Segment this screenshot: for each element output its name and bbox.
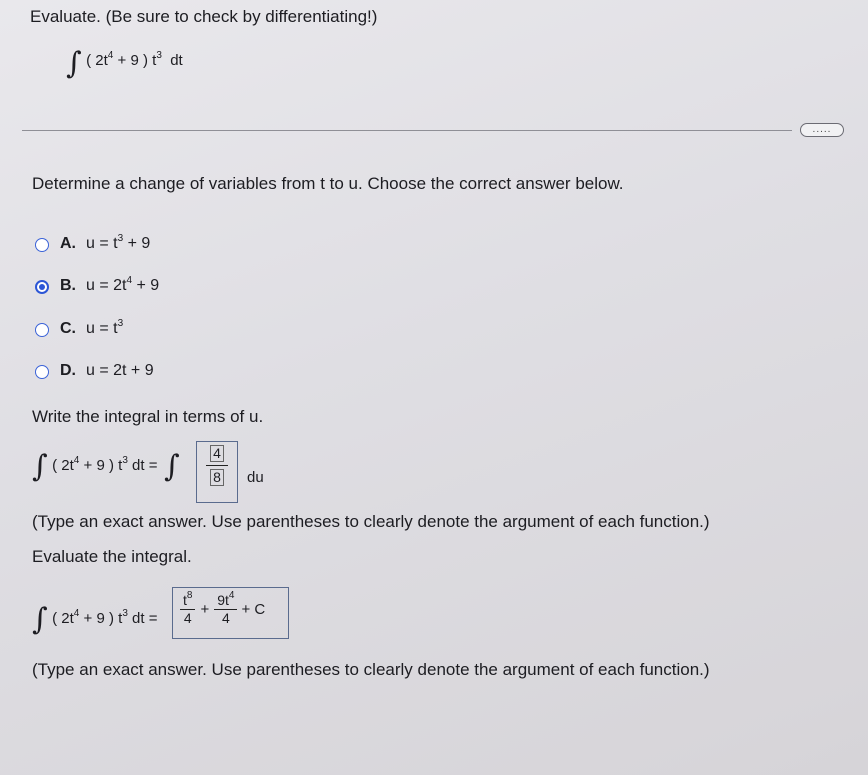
integrand-fraction [206,445,228,486]
instruction-text: Evaluate. (Be sure to check by differentiating!) [30,7,378,26]
radio-option-a[interactable] [35,238,49,252]
option-c-label[interactable]: C. $u = t^3$ [60,318,124,337]
question3-prompt: Evaluate the integral. [32,547,192,566]
radio-option-d[interactable] [35,365,49,379]
integral-u-expression: ∫ ( $2t^4 + 9$ ) $t^3$ dt = ∫ [32,449,180,484]
integral-sign-icon: ∫ [32,602,48,637]
option-d-label[interactable]: D. u = 2t + 9 [60,362,154,379]
question3-hint: (Type an exact answer. Use parentheses to clearly denote the argument of each function.) [32,660,710,679]
option-a-label[interactable]: A. $u = t^3 + 9$ [60,233,151,252]
question2-hint: (Type an exact answer. Use parentheses to clearly denote the argument of each function.) [32,512,710,531]
term1-fraction: $\frac{t^8}{4}$ [180,592,195,627]
integral-sign-icon: ∫ [32,449,48,484]
du-label: du [247,469,264,486]
antiderivative-expression: $\frac{t^8}{4}$ + $\frac{9t^4}{4}$ + C [180,592,265,627]
integral-sign-icon: ∫ [163,449,180,484]
integral-evaluate-expression: ∫ ( $2t^4 + 9$ ) $t^3$ dt = [32,602,158,637]
question1-prompt: Determine a change of variables from t to u. Choose the correct answer below. [32,174,624,193]
question2-prompt: Write the integral in terms of u. [32,407,264,426]
header-integral: ∫ ( $2t^4 + 9$ ) $t^3$ dt [66,46,183,81]
term2-fraction: $\frac{9t^4}{4}$ [214,592,237,627]
integrand-numerator[interactable]: 4 [210,445,224,462]
more-options-button[interactable]: ..... [800,123,844,137]
integrand-denominator[interactable]: 8 [210,469,224,486]
option-b-label[interactable]: B. $u = 2t^4 + 9$ [60,275,160,294]
radio-option-b[interactable] [35,280,49,294]
integral-sign-icon: ∫ [66,46,82,81]
radio-option-c[interactable] [35,323,49,337]
section-divider [22,130,792,131]
